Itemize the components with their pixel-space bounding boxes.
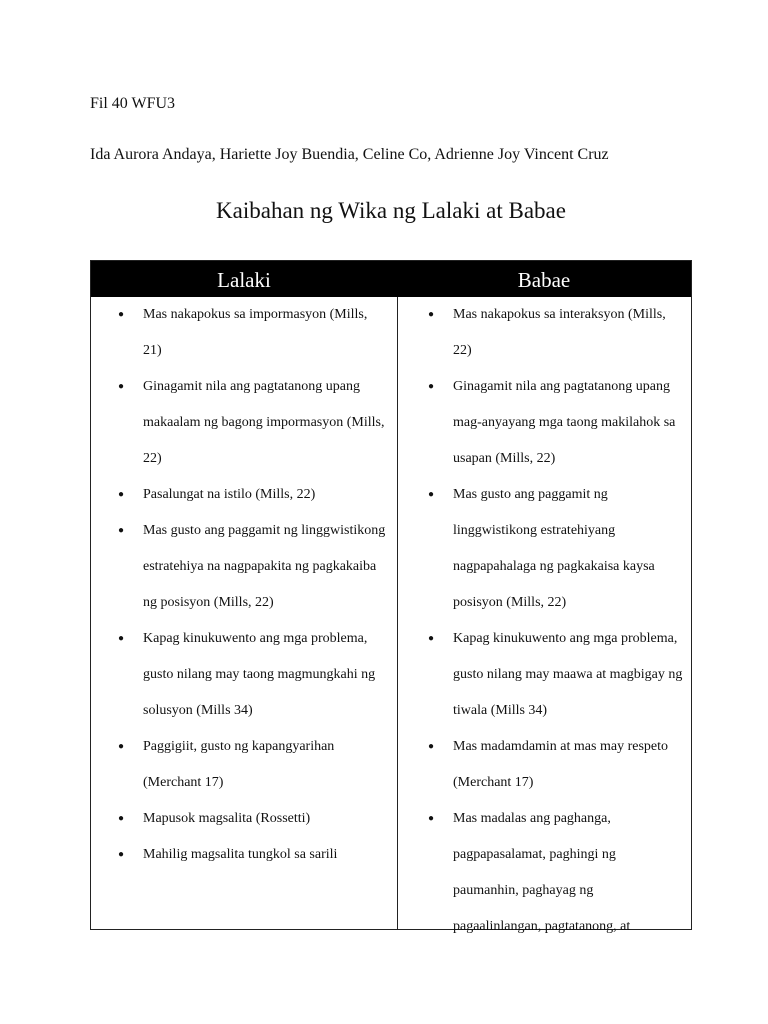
bullet-icon: ● — [118, 381, 125, 392]
list-item — [113, 477, 389, 513]
bullet-icon: ● — [428, 309, 435, 320]
list-item-text: Ginagamit nila ang pagtatanong upang makaalam ng bagong impormasyon (Mills, 22) — [143, 379, 385, 466]
column-divider — [397, 297, 398, 929]
list-item-text: Mas gusto ang paggamit ng linggwistikong estratehiyang nagpapahalaga ng pagkakaisa kaysa posisyon (Mills, 22) — [453, 487, 655, 610]
list-item — [113, 729, 389, 801]
list-item — [423, 477, 685, 621]
column-header-lalaki: Lalaki — [217, 268, 271, 292]
list-item — [113, 621, 389, 729]
bullet-icon: ● — [118, 309, 125, 320]
bullet-icon: ● — [428, 381, 435, 392]
list-item — [113, 513, 389, 621]
bullet-icon: ● — [428, 633, 435, 644]
list-item — [113, 837, 389, 873]
list-item-text: Mas nakapokus sa interaksyon (Mills, 22) — [453, 307, 666, 358]
babae-list — [423, 297, 685, 945]
bullet-icon: ● — [428, 813, 435, 824]
list-item-text: Paggigiit, gusto ng kapangyarihan (Merchant 17) — [143, 739, 335, 790]
table-header-row — [91, 261, 691, 297]
list-item-text: Mas gusto ang paggamit ng linggwistikong estratehiya na nagpapakita ng pagkakaiba ng posisyon (Mills, 22) — [143, 523, 386, 610]
course-code: Fil 40 WFU3 — [90, 95, 176, 112]
author-list: Ida Aurora Andaya, Hariette Joy Buendia, Celine Co, Adrienne Joy Vincent Cruz — [90, 146, 609, 163]
list-item-text: Mas nakapokus sa impormasyon (Mills, 21) — [143, 307, 368, 358]
list-item — [423, 621, 685, 729]
bullet-icon: ● — [428, 489, 435, 500]
list-item-text: Mas madamdamin at mas may respeto (Merchant 17) — [453, 739, 668, 790]
list-item — [113, 297, 389, 369]
list-item — [113, 369, 389, 477]
comparison-table — [90, 260, 692, 934]
list-item — [423, 801, 685, 945]
lalaki-list — [113, 297, 389, 873]
bullet-icon: ● — [118, 813, 125, 824]
list-item-text: Pasalungat na istilo (Mills, 22) — [143, 487, 316, 502]
list-item-text: Mahilig magsalita tungkol sa sarili — [143, 847, 338, 862]
bullet-icon: ● — [118, 741, 125, 752]
document-title: Kaibahan ng Wika ng Lalaki at Babae — [216, 198, 566, 223]
list-item-text: Ginagamit nila ang pagtatanong upang mag-anyayang mga taong makilahok sa usapan (Mills, 22) — [453, 379, 676, 466]
bullet-icon: ● — [118, 525, 125, 536]
bullet-icon: ● — [118, 633, 125, 644]
list-item — [423, 729, 685, 801]
list-item — [423, 369, 685, 477]
column-header-babae: Babae — [517, 268, 571, 292]
list-item-text: Kapag kinukuwento ang mga problema, gusto nilang may maawa at magbigay ng tiwala (Mills 34) — [453, 631, 683, 718]
bullet-icon: ● — [428, 741, 435, 752]
list-item-text: Mas madalas ang paghanga, pagpapasalamat, paghingi ng paumanhin, paghayag ng pagaalinlangan, pagtatanong, at — [453, 811, 631, 934]
bullet-icon: ● — [118, 849, 125, 860]
list-item-text: Mapusok magsalita (Rossetti) — [143, 811, 311, 826]
list-item-text: Kapag kinukuwento ang mga problema, gusto nilang may taong magmungkahi ng solusyon (Mills 34) — [143, 631, 376, 718]
list-item — [423, 297, 685, 369]
bullet-icon: ● — [118, 489, 125, 500]
list-item — [113, 801, 389, 837]
